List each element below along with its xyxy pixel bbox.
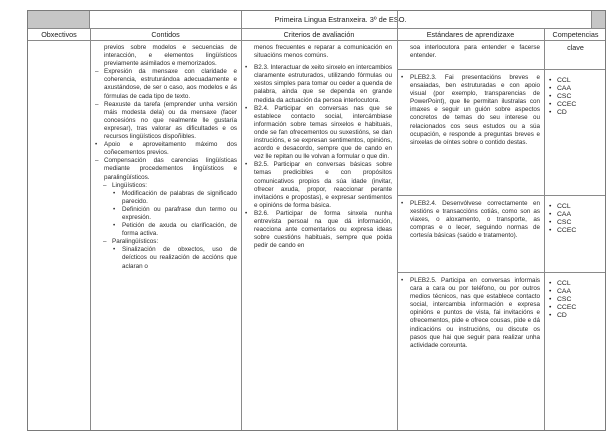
- contidos-cell: [95, 44, 237, 271]
- competencia: • CSC: [549, 93, 576, 101]
- contido-item: – Expresión da mensaxe con claridade e coherencia, estruturándoa adecuadamente e axustándose, de ser o caso, aos modelos e ás fórmulas de cada tipo de texto.: [95, 68, 237, 100]
- competencia: • CD: [549, 109, 576, 117]
- criterio-item: • B2.3. Interactuar de xeito sinxelo en intercambios claramente estruturados, utilizando fórmulas ou xestos simples para tomar ou ceder a quenda de palabra, ainda que se dependa en grande medida da actuación da persoa interlocutora.: [245, 64, 392, 104]
- competencia: • CAA: [549, 288, 576, 296]
- contido-item: • Modificación de palabras de significado parecido.: [95, 190, 237, 206]
- competencia: • CD: [549, 312, 576, 320]
- column-divider: [90, 28, 91, 430]
- criterio-item: • B2.5. Participar en conversas básicas sobre temas predicibles e con propósitos comunicativos propios da súa idade (invitar, ofrecer axuda, propor, reaccionar perante invitacións e propostas), e expresar sentimentos e opinións de forma básica.: [245, 161, 392, 210]
- estandar-text: soa interlocutora para entender e facerse entender.: [410, 44, 540, 60]
- estandar-cell: [401, 74, 540, 147]
- curriculum-table: [27, 10, 606, 431]
- row-divider: [397, 272, 606, 273]
- competencia: • CAA: [549, 211, 576, 219]
- competencia: • CCEC: [549, 227, 576, 235]
- estandar-cell: [401, 200, 540, 240]
- contido-item: – Paralingüísticos:: [95, 238, 237, 246]
- criterio-item: • B2.6. Participar de forma sinxela nunha entrevista persoal na que dá información, reacciona ante comentarios ou expresa ideas sobre cuestións habituais, sempre que poida pedir de cando en: [245, 210, 392, 250]
- estandar-text: • PLEB2.4. Desenvólvese correctamente en xestións e transaccións cotiás, como son as viaxes, o aloxamento, o transporte, as compras e o lecer, seguindo normas de cortesía básicas (saúdo e tratamento).: [401, 200, 540, 240]
- column-divider: [241, 11, 242, 430]
- col-header-obxectivos: Obxectivos: [28, 28, 90, 41]
- competencia: • CCL: [549, 280, 576, 288]
- criterios-cell: [245, 44, 392, 250]
- col-header-competencias: Competencias clave: [544, 28, 606, 41]
- competencia: • CSC: [549, 296, 576, 304]
- row-divider: [397, 195, 606, 196]
- course-title: Primeira Lingua Estranxeira. 3º de ESO.: [274, 15, 407, 24]
- column-divider: [544, 28, 545, 430]
- contido-item: • Definición ou parafrase dun termo ou expresión.: [95, 206, 237, 222]
- criterio-item: • B2.4. Participar en conversas nas que se establece contacto social, intercámbiase información sobre temas sinxelos e habituais, onde se fan ofrecementos ou suxestións, se dan instrucións, e se expresan sentimentos, opinións, acordo e desacordo, sempre que de cando en vez lle repitan ou lle volvan a formular o que din.: [245, 105, 392, 162]
- competencia: • CCL: [549, 77, 576, 85]
- competencias-list: [549, 203, 576, 235]
- header-shade-right: [591, 11, 605, 28]
- competencia: • CAA: [549, 85, 576, 93]
- row-divider: [397, 69, 606, 70]
- estandar-text: • PLEB2.3. Fai presentacións breves e ensaiadas, ben estruturadas e con apoio visual (por exemplo, transparencias de PowerPoint), que lle permitan ilustralas con imaxes e seguir un guión sobre aspectos concretos de temas do seu interese ou relacionados cos seus estudos ou a súa ocupación, e responde a preguntas breves e sinxelas de oíntes sobre o contido destas.: [401, 74, 540, 147]
- contido-item: – Reaxuste da tarefa (emprender unha versión máis modesta dela) ou da mensaxe (facer concesións no que realmente lle gustaría expresar), tras valorar as dificultades e os recursos lingüísticos dispoñibles.: [95, 101, 237, 141]
- header-shade-left: [28, 11, 90, 28]
- estandar-cell: [401, 44, 540, 60]
- course-header-row: [28, 11, 605, 29]
- contido-item: • Sinalización de obxectos, uso de deícticos ou realización de accións que aclaran o: [95, 246, 237, 270]
- estandar-text: • PLEB2.5. Participa en conversas informais cara a cara ou por teléfono, ou por outros medios técnicos, nas que establece contacto social, intercambia información e expresa opinións e puntos de vista, fai invitacións e ofrecementos, pide e ofrece cousas, pide e dá indicacións ou instrucións, ou discute os pasos que hai que seguir para realizar unha actividade conxunta.: [401, 277, 540, 350]
- contido-item: – Compensación das carencias lingüísticas mediante procedementos lingüísticos e paralingüísticos.: [95, 157, 237, 181]
- col-header-criterios: Criterios de avaliación: [241, 28, 397, 41]
- competencia: • CCL: [549, 203, 576, 211]
- col-header-estandares: Estándares de aprendizaxe: [397, 28, 544, 41]
- estandar-cell: [401, 277, 540, 350]
- contido-item: previos sobre modelos e secuencias de interacción, e elementos lingüísticos previamente asimilados e memorizados.: [104, 44, 237, 68]
- col-header-contidos: Contidos: [90, 28, 241, 41]
- competencia: • CCEC: [549, 304, 576, 312]
- competencias-list: [549, 77, 576, 117]
- column-divider: [397, 11, 398, 430]
- criterio-item: menos frecuentes e reparar a comunicación en situacións menos comúns.: [254, 44, 392, 60]
- contido-item: – Lingüísticos:: [95, 182, 237, 190]
- contido-item: • Apoio e aproveitamento máximo dos coñecementos previos.: [95, 141, 237, 157]
- competencia: • CCEC: [549, 101, 576, 109]
- competencia: • CSC: [549, 219, 576, 227]
- contido-item: • Petición de axuda ou clarificación, de forma activa.: [95, 222, 237, 238]
- competencias-list: [549, 280, 576, 320]
